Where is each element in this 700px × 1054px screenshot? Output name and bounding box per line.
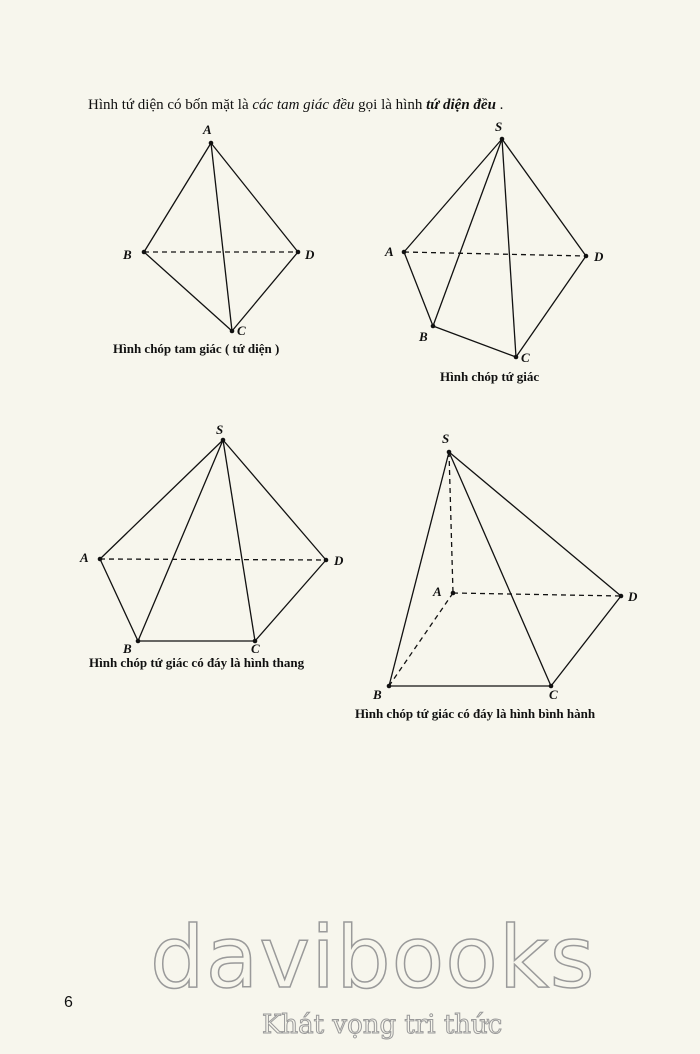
vertex-label-A: A — [433, 584, 442, 599]
edge-SD — [223, 440, 326, 560]
vertex-label-B: B — [123, 641, 132, 656]
vertex-label-S: S — [216, 422, 224, 437]
vertex-dot — [98, 557, 103, 562]
vertex-dot — [514, 355, 519, 360]
vertex-label-C: C — [237, 323, 246, 338]
vertex-label-D: D — [305, 247, 315, 262]
vertex-label-B: B — [373, 687, 382, 702]
figure-caption: Hình chóp tứ giác có đáy là hình bình hành — [355, 706, 596, 721]
vertex-dot — [209, 141, 214, 146]
tetrahedron-figure — [144, 143, 298, 331]
vertex-dots — [98, 137, 624, 689]
edge-CD — [551, 596, 621, 686]
vertex-label-A: A — [203, 122, 212, 137]
vertex-dot — [619, 594, 624, 599]
edge-SC — [449, 452, 551, 686]
vertex-dot — [296, 250, 301, 255]
edge-AB — [404, 252, 433, 326]
vertex-dot — [221, 438, 226, 443]
vertex-dot — [136, 639, 141, 644]
edge-AC — [211, 143, 232, 331]
edge-SA — [100, 440, 223, 559]
page-number: 6 — [64, 994, 73, 1011]
vertex-dot — [584, 254, 589, 259]
edge-SA — [404, 139, 502, 252]
vertex-label-C: C — [521, 350, 530, 365]
watermark-tagline: Khát vọng tri thức — [262, 1010, 503, 1040]
hidden-edge-AD — [404, 252, 586, 256]
vertex-label-C: C — [251, 641, 260, 656]
vertex-label-S: S — [495, 119, 503, 134]
edge-AD — [211, 143, 298, 252]
edge-SD — [449, 452, 621, 596]
intro-emphasis: các tam giác đều — [252, 97, 355, 113]
hidden-edge-AB — [389, 593, 453, 686]
edge-CD — [516, 256, 586, 357]
vertex-dot — [500, 137, 505, 142]
vertex-dot — [387, 684, 392, 689]
intro-text: gọi là hình — [354, 97, 427, 113]
vertex-dot — [451, 591, 456, 596]
vertex-dot — [431, 324, 436, 329]
edge-SC — [502, 139, 516, 357]
vertex-dot — [402, 250, 407, 255]
edge-AB — [144, 143, 211, 252]
vertex-dot — [142, 250, 147, 255]
hidden-edge-SA — [449, 452, 453, 593]
edge-AB — [100, 559, 138, 641]
figure-caption: Hình chóp tam giác ( tứ diện ) — [113, 341, 280, 356]
vertex-label-A: A — [80, 550, 89, 565]
vertex-label-A: A — [385, 244, 394, 259]
edge-SB — [389, 452, 449, 686]
edge-DC — [232, 252, 298, 331]
figure-caption: Hình chóp tứ giác có đáy là hình thang — [89, 655, 305, 670]
quadrilateral-pyramid-figure — [404, 139, 586, 357]
intro-term: tứ diện đều — [426, 97, 496, 113]
watermark-logo: davibooks — [150, 908, 596, 1008]
vertex-label-S: S — [442, 431, 450, 446]
figure-caption: Hình chóp tứ giác — [440, 369, 540, 384]
edge-SC — [223, 440, 255, 641]
edge-CD — [255, 560, 326, 641]
edge-BC — [144, 252, 232, 331]
vertex-label-C: C — [549, 687, 558, 702]
hidden-edge-AD — [100, 559, 326, 560]
parallelogram-pyramid-figure — [389, 452, 621, 686]
edge-SB — [138, 440, 223, 641]
trapezoid-pyramid-figure — [100, 440, 326, 641]
vertex-label-D: D — [628, 589, 638, 604]
hidden-edge-AD — [453, 593, 621, 596]
vertex-dot — [324, 558, 329, 563]
vertex-dot — [230, 329, 235, 334]
edge-SB — [433, 139, 502, 326]
vertex-label-B: B — [123, 247, 132, 262]
vertex-dot — [447, 450, 452, 455]
edge-BC — [433, 326, 516, 357]
edge-SD — [502, 139, 586, 256]
intro-text: Hình tứ diện có bốn mặt là — [88, 97, 253, 113]
vertex-label-D: D — [594, 249, 604, 264]
intro-text: . — [495, 97, 504, 113]
vertex-label-B: B — [419, 329, 428, 344]
vertex-label-D: D — [334, 553, 344, 568]
